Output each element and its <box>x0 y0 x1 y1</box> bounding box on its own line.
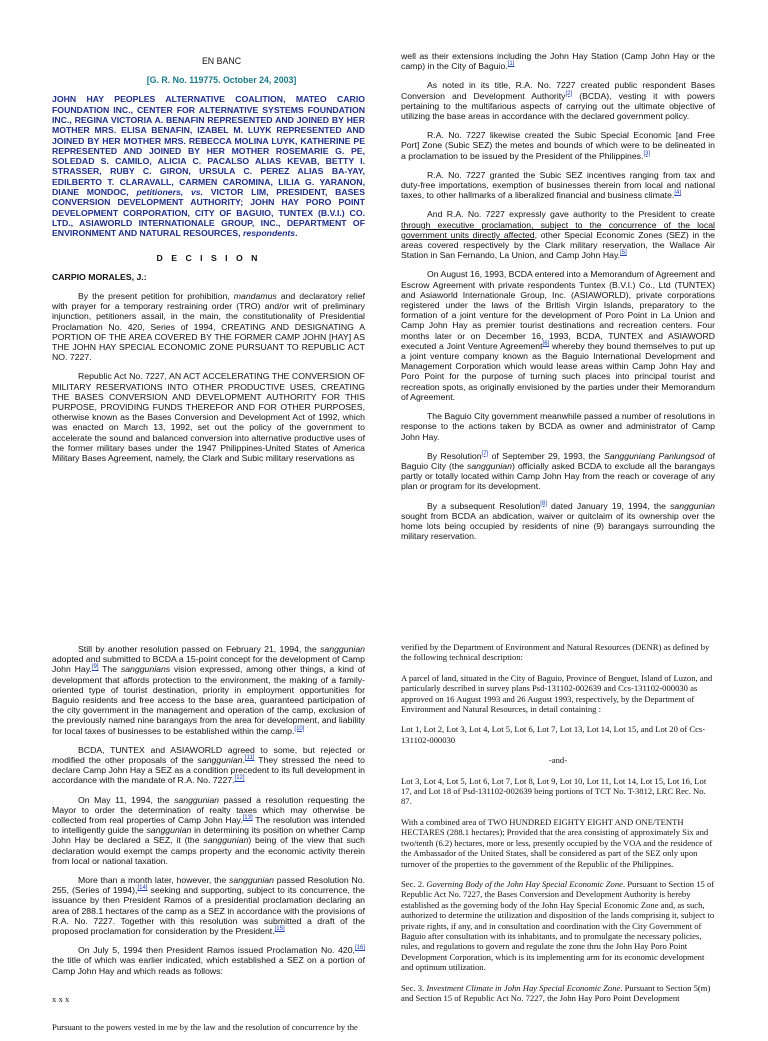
footnote-link[interactable]: [9] <box>91 664 99 671</box>
footnote-link[interactable]: [2] <box>565 90 573 97</box>
footnote-link[interactable]: [1] <box>507 61 515 68</box>
gr-number: [G. R. No. 119775. October 24, 2003] <box>146 75 297 86</box>
footnote-link[interactable]: [13] <box>242 815 253 822</box>
footnote-link[interactable]: [6] <box>542 340 550 347</box>
paragraph: Republic Act No. 7227, AN ACT ACCELERATING THE CONVERSION OF MILITARY RESERVATIONS INTO OTHER PRODUCTIVE USES, CREATING THE BASES CONVERSION AND DEVELOPMENT AUTHORITY FOR THIS PURPOSE, PROVIDING FUNDS THEREFOR AND FOR OTHER PURPOSES, otherwise known as the Bases Conversion and Development Act of 1992, which was enacted on March 13, 1992, set out the policy of the government to accelerate the sound and balanced conversion into alternative productive uses of the former military bases under the 1947 Philippines-United States of America Military Bases Agreement, namely, the Clark and Subic military reservations as <box>52 371 365 464</box>
paragraph: By Resolution[7] of September 29, 1993, the Sangguniang Panlungsod of Baguio City (the sanggunian) officially asked BCDA to exclude all the barangays partly or totally located within Camp John Hay from the reach or coverage of any plan or program for its development. <box>401 450 715 492</box>
paragraph: BCDA, TUNTEX and ASIAWORLD agreed to some, but rejected or modified the other proposals of the sanggunian.[11] They stressed the need to declare Camp John Hay a SEZ as a condition precedent to its full development in accordance with the mandate of R.A. No. 7227.[12] <box>52 744 365 786</box>
paragraph: On July 5, 1994 then President Ramos issued Proclamation No. 420,[16] the title of which was earlier indicated, which established a SEZ on a portion of Camp John Hay and which reads as follows: <box>52 945 365 976</box>
left-column-top <box>52 56 365 472</box>
paragraph: By the present petition for prohibition, mandamus and declaratory relief with prayer for a temporary restraining order (TRO) and/or writ of preliminary injunction, petitioners assail, in the main, the constitutionality of Presidential Proclamation No. 420, Series of 1994, CREATING AND DESIGNATING A PORTION OF THE AREA COVERED BY THE FORMER CAMP JOHN [HAY] AS THE JOHN HAY SPECIAL ECONOMIC ZONE PURSUANT TO REPUBLIC ACT NO. 7227. <box>52 290 366 363</box>
ponente: CARPIO MORALES, J.: <box>52 271 147 282</box>
paragraph: R.A. No. 7227 likewise created the Subic Special Economic [and Free Port] Zone (Subic SEZ) the metes and bounds of which were to be delineated in a proclamation to be issued by the President of the Philippines.[3] <box>401 130 715 161</box>
page-divider <box>0 600 768 612</box>
footnote-link[interactable]: [11] <box>244 755 255 762</box>
footnote-link[interactable]: [12] <box>234 775 245 782</box>
paragraph: Still by another resolution passed on February 21, 1994, the sanggunian adopted and submitted to BCDA a 15-point concept for the development of Camp John Hay.[9] The sanggunians vision expressed, among other things, a kind of development that affords protection to the environment, the making of a family-oriented type of tourist destination, priority in employment opportunities for Baguio residents and free access to the base area, guaranteed participation of the city government in the management and operation of the camp, exclusion of the previously named nine barangays from the area for development, and liability for local taxes of businesses to be established within the camp.[10] <box>52 644 365 736</box>
footnote-link[interactable]: [3] <box>643 150 651 157</box>
paragraph: R.A. No. 7227 granted the Subic SEZ incentives ranging from tax and duty-free importations, exemption of businesses therein from local and national taxes, to other hallmarks of a liberalized financial and business climate.[4] <box>401 169 715 201</box>
paragraph: Lot 1, Lot 2, Lot 3, Lot 4, Lot 5, Lot 6, Lot 7, Lot 13, Lot 14, Lot 15, and Lot 20 of Ccs-131102-000030 <box>401 724 706 745</box>
paragraph: Pursuant to the powers vested in me by the law and the resolution of concurrence by the <box>52 1022 358 1033</box>
paragraph: well as their extensions including the John Hay Station (Camp John Hay or the camp) in the City of Baguio.[1] <box>401 51 715 72</box>
and-separator: -and- <box>548 755 568 766</box>
paragraph: verified by the Department of Environment and Natural Resources (DENR) as defined by the following technical description: <box>401 642 710 663</box>
footnote-link[interactable]: [4] <box>674 190 681 197</box>
footnote-link[interactable]: [14] <box>137 885 148 892</box>
footnote-link[interactable]: [16] <box>354 945 365 952</box>
paragraph: A parcel of land, situated in the City of Baguio, Province of Benguet, Island of Luzon, and particularly described in survey plans Psd-131102-002639 and Ccs-131102-000030 as approved on 16 August 1993 and 26 August 1993, respectively, by the Department of Environment and Natural Resources, in detail containing : <box>401 672 713 715</box>
footnote-link[interactable]: [15] <box>274 926 285 933</box>
paragraph: More than a month later, however, the sanggunian passed Resolution No. 255, (Series of 1994),[14] seeking and supporting, subject to its concurrence, the issuance by then President Ramos of a presidential proclamation declaring an area of 288.1 hectares of the camp as a SEZ in accordance with the provisions of R.A. No. 7227. Together with this resolution was submitted a draft of the proposed proclamation for consideration by the President.[15] <box>52 875 365 937</box>
paragraph: Lot 3, Lot 4, Lot 5, Lot 6, Lot 7, Lot 8, Lot 9, Lot 10, Lot 11, Lot 14, Lot 15, Lot 16, Lot 17, and Lot 18 of Psd-131102-002639 being portions of TCT No. T-3812, LRC Rec. No. 87. <box>401 775 707 807</box>
paragraph: On May 11, 1994, the sanggunian passed a resolution requesting the Mayor to order the determination of realty taxes which may otherwise be collected from real properties of Camp John Hay.[13] The resolution was intended to intelligently guide the sanggunian in determining its position on whether Camp John Hay be declared a SEZ, it (the sanggunian) being of the view that such declaration would exempt the camps property and the economic activity therein from local or national taxation. <box>52 794 365 866</box>
paragraph: As noted in its title, R.A. No. 7227 created public respondent Bases Conversion and Development Authority[2] (BCDA), vesting it with powers pertaining to the multifarious aspects of carrying out the ultimate objective of utilizing the base areas in accordance with the declared government policy. <box>401 80 715 122</box>
paragraph: Sec. 2. Governing Body of the John Hay Special Economic Zone. Pursuant to Section 15 of Republic Act No. 7227, the Bases Conversion and Development Authority is hereby established as the governing body of the John Hay Special Economic Zone and, as such, authorized to determine the utilization and disposition of the lands comprising it, subject to private rights, if any, and in consultation and coordination with the City Government of Baguio after consultation with its inhabitants, and to promulgate the necessary policies, rules, and regulations to govern and regulate the zone thru the John Hay Poro Point Development Corporation, which is its implementing arm for its economic development and optimum utilization. <box>401 878 715 973</box>
omission-marker: x x x <box>52 993 70 1004</box>
paragraph: And R.A. No. 7227 expressly gave authority to the President to create through executive proclamation, subject to the concurrence of the local government units directly affected, other Special Economic Zones (SEZ) in the areas covered respectively by the Clark military reservation, the Wallace Air Station in San Fernando, La Union, and Camp John Hay.[5] <box>401 209 715 261</box>
right-column-top <box>401 51 715 550</box>
footnote-link[interactable]: [10] <box>294 725 305 732</box>
paragraph: Sec. 3. Investment Climate in John Hay Special Economic Zone. Pursuant to Section 5(m) and Section 15 of Republic Act No. 7227, the John Hay Poro Point Development <box>401 982 711 1003</box>
footnote-link[interactable]: [8] <box>540 500 547 507</box>
paragraph: With a combined area of TWO HUNDRED EIGHTY EIGHT AND ONE/TENTH HECTARES (288.1 hectares); Provided that the area consisting of approximately Six and two/tenth (6.2) hectares, more or less, presently occupied by the VOA and the residence of the Ambassador of the United States, shall be considered as part of the SEZ only upon turnover of the properties to the government of the Republic of the Philippines. <box>401 816 713 869</box>
right-column-bottom <box>401 642 715 1013</box>
paragraph: On August 16, 1993, BCDA entered into a Memorandum of Agreement and Escrow Agreement with private respondents Tuntex (B.V.I.) Co., Ltd (TUNTEX) and Asiaworld Internationale Group, Inc. (ASIAWORLD), private corporations registered under the laws of the British Virgin Islands, preparatory to the formation of a joint venture for the development of Poro Point in La Union and Camp John Hay as premier tourist destinations and recreation centers. Four months later or on December 16, 1993, BCDA, TUNTEX and ASIAWORD executed a Joint Venture Agreement[6] whereby they bound themselves to put up a joint venture company known as the Baguio International Development and Management Corporation which would lease areas within Camp John Hay and Poro Point for the purpose of turning such places into principal tourist and recreation spots, as originally envisioned by the parties under their Memorandum of Agreement. <box>401 269 716 402</box>
case-parties: JOHN HAY PEOPLES ALTERNATIVE COALITION, MATEO CARIO FOUNDATION INC., CENTER FOR ALTERNATIVE SYSTEMS FOUNDATION INC., REGINA VICTORIA A. BENAFIN REPRESENTED AND JOINED BY HER MOTHER MRS. ELISA BENAFIN, IZABEL M. LUYK REPRESENTED AND JOINED BY HER MOTHER MRS. REBECCA MOLINA LUYK, KATHERINE PE REPRESENTED AND JOINED BY HER MOTHER ROSEMARIE G. PE, SOLEDAD S. CAMILO, ALICIA C. PACALSO ALIAS KEVAB, BETTY I. STRASSER, RUBY C. GIRON, URSULA C. PEREZ ALIAS BA-YAY, EDILBERTO T. CLARAVALL, CARMEN CAROMINA, LILIA G. YARANON, DIANE MONDOC, petitioners, vs. VICTOR LIM, PRESIDENT, BASES CONVERSION DEVELOPMENT AUTHORITY; JOHN HAY PORO POINT DEVELOPMENT CORPORATION, CITY OF BAGUIO, TUNTEX (B.V.I.) CO. LTD., ASIAWORLD INTERNATIONALE GROUP, INC., DEPARTMENT OF ENVIRONMENT AND NATURAL RESOURCES, respondents. <box>52 94 366 239</box>
footnote-link[interactable]: [5] <box>620 250 627 257</box>
footnote-link[interactable]: [7] <box>481 450 489 457</box>
paragraph: The Baguio City government meanwhile passed a number of resolutions in response to the actions taken by BCDA as owner and administrator of Camp John Hay. <box>401 411 715 442</box>
paragraph: By a subsequent Resolution[8] dated January 19, 1994, the sanggunian sought from BCDA an abdication, waiver or quitclaim of its ownership over the home lots being occupied by residents of nine (9) barangays surrounding the military reservation. <box>401 500 715 542</box>
left-column-bottom <box>52 644 365 1041</box>
en-banc-heading: EN BANC <box>201 56 242 66</box>
decision-heading: D E C I S I O N <box>156 252 261 263</box>
